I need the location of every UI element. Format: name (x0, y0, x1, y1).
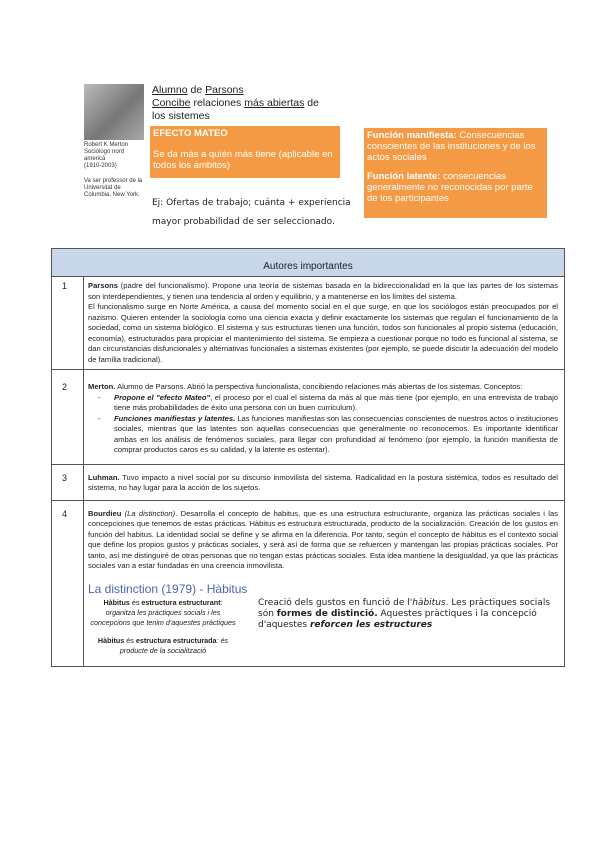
note-sistemes: los sistemes (152, 110, 210, 122)
example-line-1: Ej: Ofertas de trabajo; cuánta + experiencia (152, 198, 351, 208)
funciones-box (364, 128, 547, 218)
table-row (52, 464, 565, 500)
author-name: Bourdieu (88, 508, 122, 518)
estructurant-desc: organitza les pràctiques socials i les concepcions que tenim d'aquestes pràctiques (90, 608, 236, 627)
autores-table (51, 248, 565, 667)
row-number: 4 (52, 500, 84, 667)
list-item (98, 393, 558, 414)
formes-distincio: formes de distinció. (276, 609, 378, 619)
author-name: Parsons (88, 281, 118, 290)
row-content (84, 277, 565, 370)
efecto-mateo-title: EFECTO MATEO (153, 128, 228, 139)
note-mas-abiertas: más abiertas (244, 97, 305, 109)
estructurada-desc: producte de la socialització (119, 646, 207, 655)
funcion-manifiesta-label: Función manifiesta: (367, 130, 457, 141)
estructura-estructurada: estructura estructurada (135, 636, 217, 645)
author-name: Merton. (88, 382, 116, 391)
note-de: de (187, 84, 206, 96)
habitus-es: és (129, 598, 142, 607)
note-de2: de (304, 97, 319, 109)
merton-photo (84, 84, 144, 140)
row-content (84, 464, 565, 500)
author-text-2: El funcionalismo surge en Norte América, a causa del momento social en el que surge, en que los sociólogos están preocupados por el nazismo. Quieren entender la sociología como una ciencia exacta y definir exactamente los sistemas que regulan el funcionamiento de la sociedad, como un sistema biológico. El sistema y sus estructuras tienen una función, todos son funcionales al propio sistema (educación, economía), estructurados para propiciar el mantenimiento del sistema. Se empieza a cuestionar porque no todo es funcional al sistema, se dan circunstancias disfuncionales y alternativas funcionales a sistemas existentes (por ejemplo, se puede discutir la adecuación del modelo de família tradicional). (88, 302, 558, 364)
author-text: (padre del funcionalismo). Propone una teoría de sistemas basada en la bidireccionalidad en la que las partes de los sistemas son interdependientes, y tienen una tendencia al orden y equilibrio, y a mantenerse en los límites del sistema. (88, 281, 558, 301)
funcion-latente-label: Función latente: (367, 171, 441, 182)
concept-text: , el proceso por el cual el sistema da más al que más tiene (por ejemplo, en una entrevista de trabajo tiene más probabilidades de éxito una persona con un buen curriculum). (114, 392, 559, 412)
table-header-row (52, 249, 565, 277)
list-item (98, 414, 558, 456)
note-concibe: Concibe (152, 97, 191, 109)
example-note (152, 194, 352, 232)
efecto-mateo-body: Se da más a quién más tiene (aplicable en todos los ámbitos) (153, 149, 333, 171)
row-content (84, 370, 565, 465)
habitus-definitions (88, 598, 238, 656)
table-row (52, 370, 565, 465)
habitus-term: Hàbitus (103, 598, 130, 607)
photo-caption-secondary: Va ser professor de la Universitat de Columbia, New York. (84, 178, 143, 198)
concept-label: Propone el "efecto Mateo" (114, 392, 211, 402)
row-number: 3 (52, 464, 84, 500)
habitus-italic: hàbitus (412, 598, 446, 608)
table-row (52, 500, 565, 667)
note-relaciones: relaciones (190, 97, 245, 109)
note-parsons: Parsons (205, 84, 244, 96)
funcion-manifiesta-body: Consecuencias conscientes de las instituciones y de los actos sociales (367, 130, 536, 163)
concept-text: Las funciones manifiestas son las consecuencias conscientes de nuestros actos o instituciones sociales, mientras que las latentes son aquellas consecuencias que generalmente no reconocemos. Es importante identificar ambas en los análisis de fenómenos sociales, para llegar con profundidad al fenómeno (por ejemplo, la función manifiesta de comprar productos caros es su calidad, y la latente es ostentar). (114, 413, 558, 454)
habitus-es: és (124, 636, 136, 645)
note-alumno: Alumno (152, 84, 188, 96)
es-suffix: : és (216, 636, 229, 645)
photo-caption: Robert K Merton Sociólogo nord americà (1910-2003) (84, 142, 129, 169)
distinction-diagram (88, 598, 558, 656)
explanation-text: Aquestes pràctiques i la concepció d'aquestes (258, 609, 537, 630)
estructura-estructurant: estructura estructurant (141, 598, 221, 607)
funcion-latente-body: consecuencias generalmente no reconocidas por parte de los participantes (367, 171, 533, 204)
merton-note (152, 84, 319, 123)
concept-list (88, 393, 558, 456)
distinction-title: La distinction (1979) - Hàbitus (88, 581, 248, 596)
explanation-text: Creació dels gustos en funció de l' (258, 598, 413, 608)
author-name: Luhman. (88, 472, 120, 482)
reforcen-estructures: reforcen les estructures (309, 620, 433, 630)
habitus-explanation (258, 598, 558, 656)
row-content (84, 500, 565, 667)
author-text: Alumno de Parsons. Abrió la perspectiva funcionalista, concibiendo relaciones más abiertas de los sistemas. Conceptos: (115, 382, 523, 391)
author-work: (La distinction) (121, 508, 176, 518)
concept-label: Funciones manifiestas y latentes. (114, 413, 236, 423)
table-heading: Autores importantes (52, 249, 565, 277)
example-line-2: mayor probabilidad de ser seleccionado. (152, 217, 335, 227)
habitus-term: Hàbitus (97, 636, 125, 645)
colon: : (220, 598, 223, 607)
author-text: Tuvo impacto a nivel social por su discurso inmovilista del sistema. Radicalidad en la postura sistémica, todos es resultado del sistema, no hay lugar para la acción de los sujetos. (88, 472, 558, 492)
efecto-mateo-box (150, 126, 340, 178)
row-number: 2 (52, 370, 84, 465)
author-text: . Desarrolla el concepto de habitus, que es una estructura estructurante, organiza las prácticas sociales i las concepciones que tenemos de estas prácticas. Hàbitus es estructura estructurada, producto de la socialización. Creación de los gustos en función del habitus. La identidad social se define y se afirma en la diferencia. Por tanto, según el concepto de hàbitus es el contexto social que define los propios gustos y prácticas sociales, y será así de forma que se refuercen y mantengan las propias prácticas sociales. Por tanto, así me distinguiré de otras personas que no tengan estas prácticas sociales. Esta idea mantiene la desigualdad, ya que las prácticas sociales van a estar fundadas en una creencia inmovilista. (88, 508, 558, 570)
row-number: 1 (52, 277, 84, 370)
table-row (52, 277, 565, 370)
explanation-text: . Les pràctiques socials són (258, 598, 551, 619)
